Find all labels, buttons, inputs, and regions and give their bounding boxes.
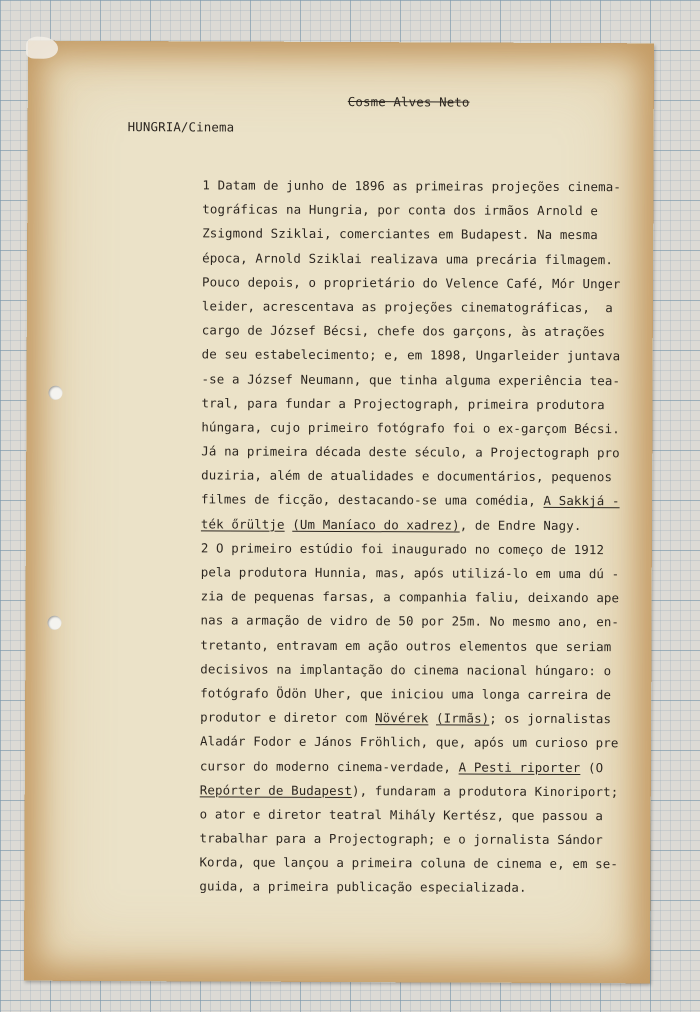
text-segment: ), fundaram a produtora Kinoriport; [351, 782, 619, 799]
text-line [200, 754, 640, 780]
text-line [202, 222, 642, 248]
text-segment: ; os jornalistas [489, 710, 612, 727]
document-heading: HUNGRIA/Cinema [127, 119, 235, 135]
text-segment: duziria, além de atualidades e documentários, pequenos [201, 467, 613, 485]
text-line [200, 681, 640, 707]
text-line [201, 585, 641, 611]
text-segment: o ator e diretor teatral Mihály Kertész, que passou a [199, 806, 604, 824]
underlined-title: Növérek [375, 710, 429, 726]
text-segment: filmes de ficção, destacando-se uma comédia, [201, 491, 544, 509]
text-line [202, 198, 642, 224]
text-segment: pela produtora Hunnia, mas, após utilizá-lo em uma dú - [200, 564, 620, 582]
text-segment: tográficas na Hungria, por conta dos irmãos Arnold e [202, 201, 599, 219]
text-line [201, 464, 641, 490]
text-line [200, 609, 640, 635]
torn-corner [26, 37, 58, 59]
text-segment: guida, a primeira publicação especializada. [199, 878, 527, 896]
underlined-title: A Sakkjá - [543, 493, 620, 509]
text-segment: fotógrafo Ödön Uher, que iniciou uma longa carreira de [200, 685, 612, 703]
text-line [201, 415, 641, 441]
underlined-title: Repórter de Budapest [199, 782, 353, 798]
text-line [202, 173, 642, 199]
text-line [202, 246, 642, 272]
text-segment: trabalhar para a Projectograph; e o jornalista Sándor [199, 830, 603, 848]
text-line [201, 536, 641, 562]
punch-hole-bottom [47, 616, 61, 630]
text-line [199, 875, 639, 901]
punch-hole-top [48, 386, 62, 400]
text-segment: tretanto, entravam em ação outros elementos que seriam [200, 636, 612, 654]
text-line [200, 826, 640, 852]
author-name: Cosme Alves Neto [347, 94, 470, 110]
text-line [200, 802, 640, 828]
text-segment: 1 Datam de junho de 1896 as primeiras projeções cinema- [202, 177, 622, 195]
text-segment: Já na primeira década deste século, a Projectograph pro [201, 443, 620, 461]
text-line [200, 706, 640, 732]
underlined-title: ték őrültje [200, 516, 285, 532]
text-line [201, 560, 641, 586]
text-segment: leider, acrescentava as projeções cinematográficas, a [201, 298, 613, 316]
text-segment [428, 711, 436, 726]
text-segment: húngara, cujo primeiro fotógrafo foi o ex-garçom Bécsi. [201, 419, 620, 437]
text-line [202, 319, 642, 345]
text-line [202, 270, 642, 296]
underlined-title: A Pesti riporter [458, 759, 581, 775]
text-line [201, 488, 641, 514]
text-segment: cargo de József Bécsi, chefe dos garçons, às atrações [201, 322, 606, 340]
document-body [199, 173, 642, 901]
text-line [202, 294, 642, 320]
text-segment: Aladár Fodor e János Fröhlich, que, após um curioso pre [199, 733, 619, 751]
text-segment: -se a József Neumann, que tinha alguma experiência tea- [201, 370, 621, 388]
text-line [200, 633, 640, 659]
underlined-title: (Irmãs) [436, 710, 490, 726]
text-line [200, 778, 640, 804]
text-segment: produtor e diretor com [200, 709, 376, 726]
text-line [201, 439, 641, 465]
underlined-title: (Um Maníaco do xadrez) [292, 516, 460, 533]
text-line [200, 657, 640, 683]
text-segment: Zsigmond Sziklai, comerciantes em Budapest. Na mesma [202, 225, 598, 243]
text-segment: zia de pequenas farsas, a companhia faliu, deixando ape [200, 588, 620, 606]
text-segment: decisivos na implantação do cinema nacional húngaro: o [200, 661, 612, 678]
text-segment: de seu estabelecimento; e, em 1898, Ungarleider juntava [201, 346, 621, 364]
text-line [199, 851, 639, 877]
text-segment: , de Endre Nagy. [459, 517, 582, 533]
text-line [202, 367, 642, 393]
text-segment: 2 O primeiro estúdio foi inaugurado no começo de 1912 [200, 540, 605, 557]
text-line [201, 391, 641, 417]
text-line [201, 512, 641, 538]
typewritten-page [24, 41, 654, 984]
text-segment: tral, para fundar a Projectograph, primeira produtora [201, 395, 605, 412]
text-segment: (O [580, 759, 604, 775]
text-line [200, 730, 640, 756]
text-segment: nas a armação de vidro de 50 por 25m. No mesmo ano, en- [200, 612, 620, 630]
text-line [202, 343, 642, 369]
text-segment: Pouco depois, o proprietário do Velence Café, Mór Unger [201, 274, 621, 291]
text-segment: cursor do moderno cinema-verdade, [199, 757, 459, 775]
text-segment: Korda, que lançou a primeira coluna de cinema e, em se- [199, 854, 619, 872]
text-segment: época, Arnold Sziklai realizava uma precária filmagem. [202, 249, 614, 267]
